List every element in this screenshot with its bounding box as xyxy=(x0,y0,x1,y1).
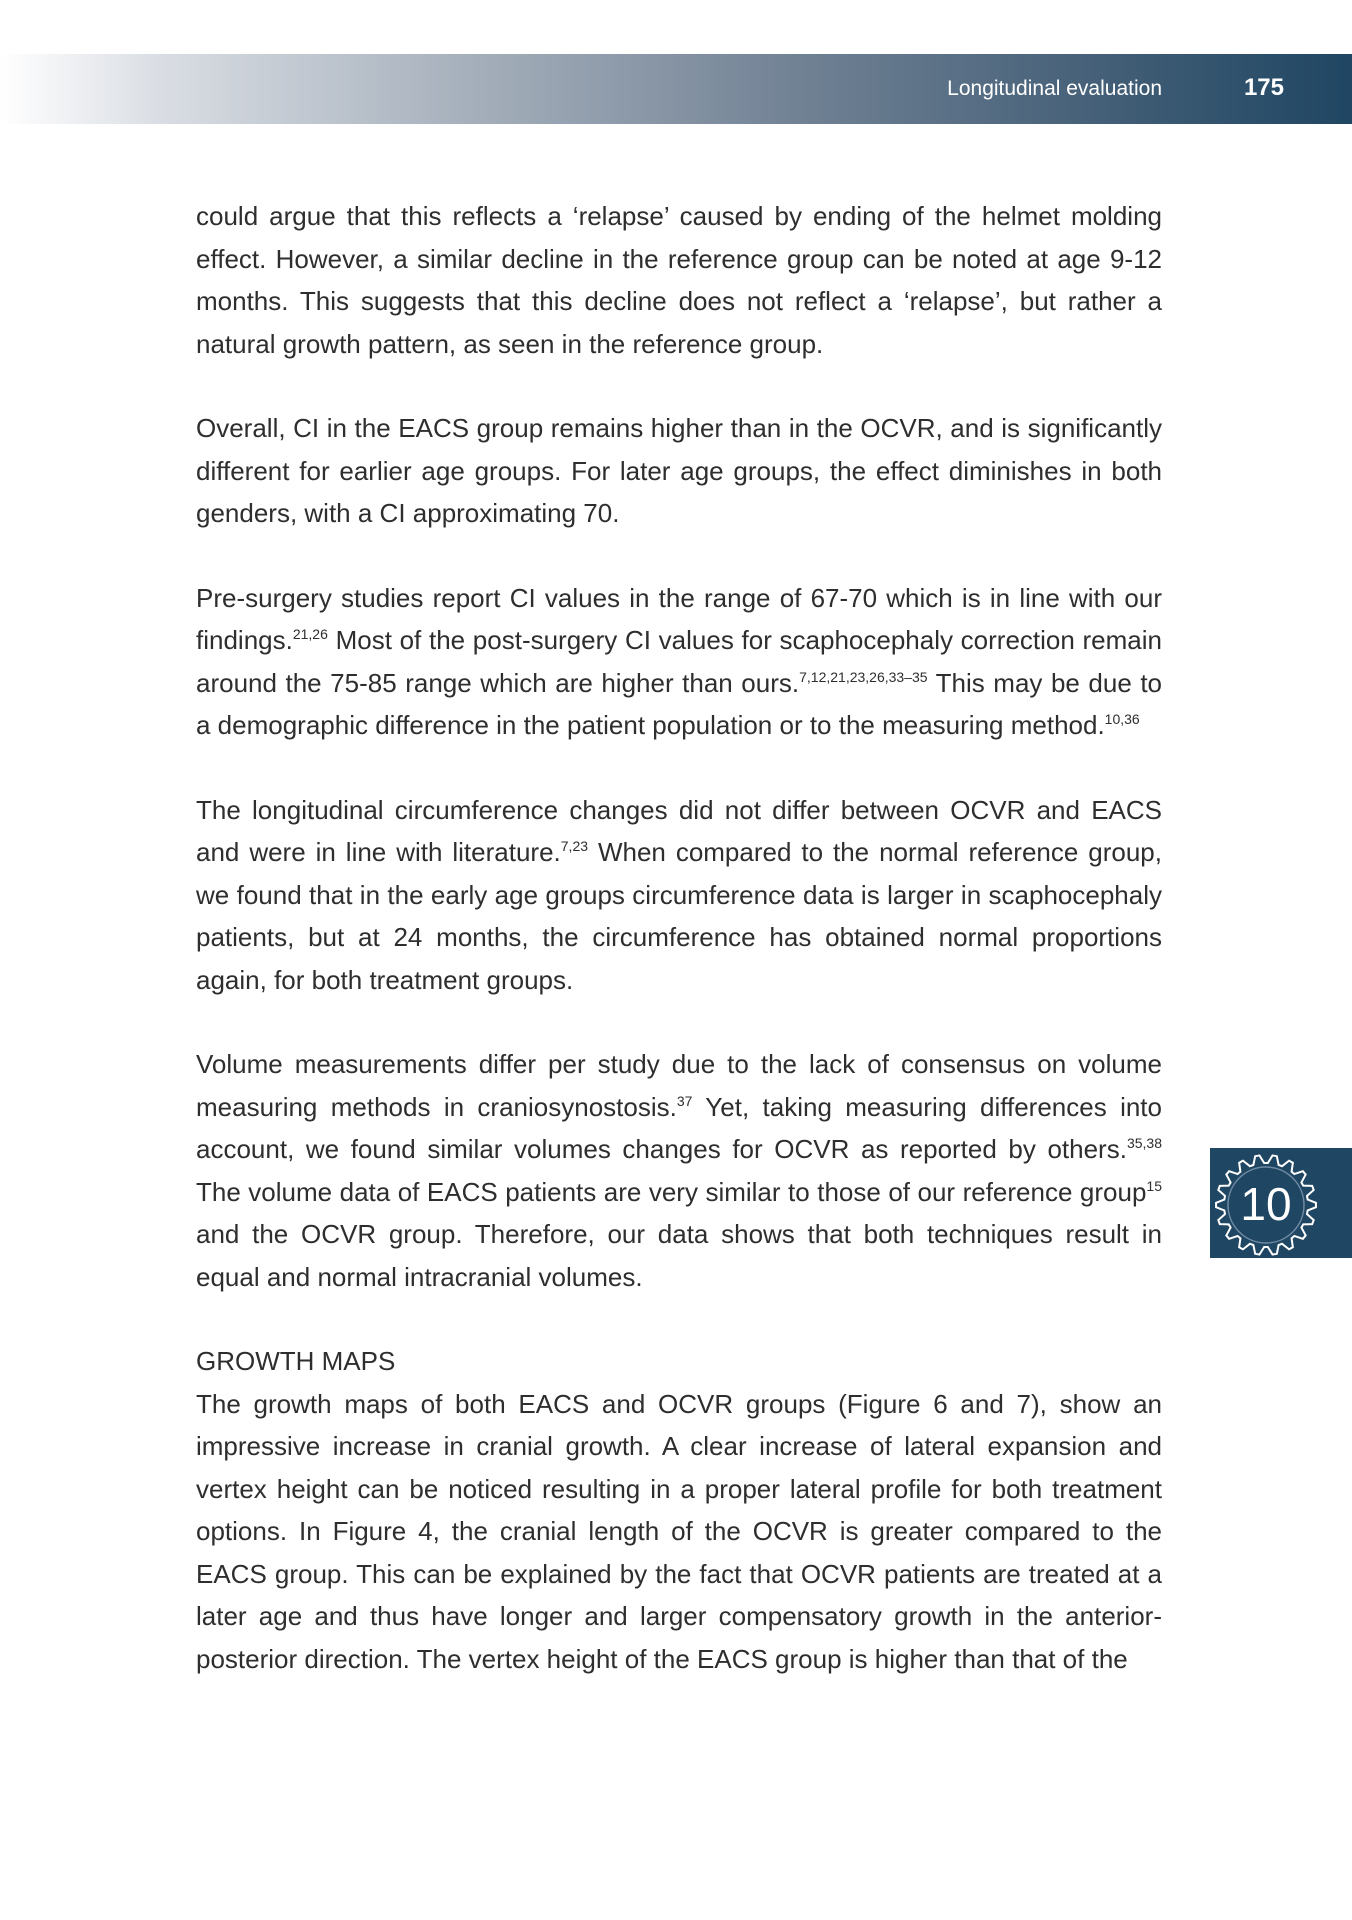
chapter-gear-badge xyxy=(1211,1150,1321,1260)
page-number: 175 xyxy=(1243,74,1284,101)
section-heading: GROWTH MAPS xyxy=(196,1346,396,1376)
paragraph-text: The longitudinal circumference changes did not differ between OCVR and EACS and were in line with literature. xyxy=(196,794,1162,867)
paragraph-text: Volume measurements differ per study due to the lack of consensus on volume measuring methods in craniosynostosis. xyxy=(196,1049,1162,1122)
paragraph-text: When compared to the normal reference group, we found that in the early age groups circumference data is larger in scaphocephaly patients, but at 24 months, the circumference has obtained normal proportions again, for both treatment groups. xyxy=(196,837,1162,995)
running-title: Longitudinal evaluation xyxy=(947,77,1162,100)
paragraph-text: Most of the post-surgery CI values for scaphocephaly correction remain around the 75-85 range which are higher than ours. xyxy=(196,625,1162,698)
body-text xyxy=(196,195,1162,1722)
citation-superscript: 7,23 xyxy=(560,838,589,854)
section-paragraph: The growth maps of both EACS and OCVR groups (Figure 6 and 7), show an impressive increase in cranial growth. A clear increase of lateral expansion and vertex height can be noticed resulting in a proper lateral profile for both treatment options. In Figure 4, the cranial length of the OCVR is greater compared to the EACS group. This can be explained by the fact that OCVR patients are treated at a later age and thus have longer and larger compensatory growth in the anterior-posterior direction. The vertex height of the EACS group is higher than that of the xyxy=(196,1388,1162,1674)
paragraph-text: The volume data of EACS patients are very similar to those of our reference group xyxy=(196,1176,1147,1207)
paragraph-text: Pre-surgery studies report CI values in the range of 67-70 which is in line with our findings. xyxy=(196,582,1162,655)
paragraph-text: could argue that this reflects a ‘relapse’ caused by ending of the helmet molding effect. However, a similar decline in the reference group can be noted at age 9-12 months. This suggests that this decline does not reflect a ‘relapse’, but rather a natural growth pattern, as seen in the reference group. xyxy=(196,201,1162,359)
body-paragraph xyxy=(196,195,1162,365)
paragraph-text: and the OCVR group. Therefore, our data shows that both techniques result in equal and normal intracranial volumes. xyxy=(196,1219,1162,1292)
citation-superscript: 21,26 xyxy=(292,626,328,642)
citation-superscript: 10,36 xyxy=(1104,711,1140,727)
body-paragraph xyxy=(196,407,1162,535)
paragraph-text: Overall, CI in the EACS group remains higher than in the OCVR, and is significantly different for earlier age groups. For later age groups, the effect diminishes in both genders, with a CI approximating 70. xyxy=(196,413,1162,528)
body-paragraph xyxy=(196,577,1162,747)
citation-superscript: 37 xyxy=(676,1092,693,1109)
paragraph-list xyxy=(196,195,1162,1298)
citation-superscript: 7,12,21,23,26,33–35 xyxy=(799,668,928,685)
citation-superscript: 35,38 xyxy=(1126,1135,1162,1151)
citation-superscript: 15 xyxy=(1146,1177,1162,1194)
body-paragraph xyxy=(196,1043,1162,1298)
body-paragraph xyxy=(196,789,1162,1002)
chapter-number: 10 xyxy=(1240,1178,1292,1230)
paragraph-text: Yet, taking measuring differences into account, we found similar volumes changes for OCVR as reported by others. xyxy=(196,1091,1162,1164)
paragraph-text: This may be due to a demographic difference in the patient population or to the measuring method. xyxy=(196,667,1162,740)
